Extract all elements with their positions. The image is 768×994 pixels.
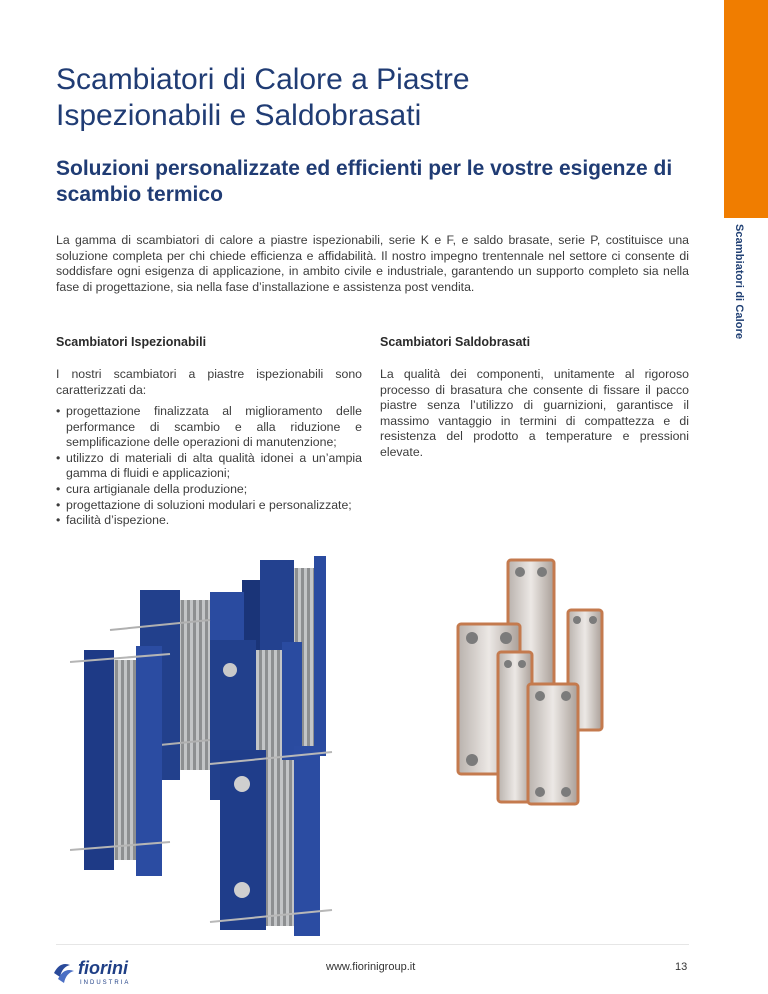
left-column-lead: I nostri scambiatori a piastre ispezionabili sono caratterizzati da: [56, 367, 362, 397]
page-title-line-2: Ispezionabili e Saldobrasati [56, 99, 422, 132]
left-column-heading: Scambiatori Ispezionabili [56, 335, 207, 349]
page-subtitle [56, 156, 696, 208]
fiorini-logo [52, 953, 162, 987]
list-item: • progettazione di soluzioni modulari e personalizzate; [56, 497, 352, 512]
right-column-text: La qualità dei componenti, unitamente al rigoroso processo di brasatura che consente di fissare il pacco piastre senza l’utilizzo di guarnizioni, garantisce il massimo vantaggio in termini di compattezza e di resistenza del prodotto a temperature e pressioni elevate. [380, 367, 689, 459]
page-subtitle-line-1: Soluzioni personalizzate ed efficienti per le vostre esigenze di [56, 157, 673, 180]
features-list [56, 404, 362, 529]
side-tab-label: Scambiatori di Calore [733, 224, 745, 340]
page-number: 13 [675, 961, 688, 973]
right-column-heading: Scambiatori Saldobrasati [380, 335, 531, 349]
page-title-line-1: Scambiatori di Calore a Piastre [56, 63, 470, 96]
logo-word: fiorini [78, 958, 128, 978]
list-item: • facilità d’ispezione. [56, 513, 170, 528]
list-item: • utilizzo di materiali di alta qualità idonei a un’ampia gamma di fluidi e applicazioni; [56, 450, 362, 481]
list-item: • cura artigianale della produzione; [56, 481, 248, 496]
gasketed-heat-exchangers-image [70, 550, 340, 940]
list-item: • progettazione finalizzata al miglioramento delle performance di scambio e alla riduzione e semplificazione delle operazioni di manutenzione; [56, 404, 362, 450]
footer-url[interactable]: www.fiorinigroup.it [326, 961, 416, 973]
page-title [56, 62, 676, 134]
intro-paragraph: La gamma di scambiatori di calore a piastre ispezionabili, serie K e F, e saldo brasate, serie P, costituisce una soluzione completa per chi chiede efficienza e affidabilità. Il nostro impegno trentennale nel settore ci consente di soddisfare ogni esigenza di applicazione, in ambito civile e industriale, garantendo un supporto completo sia nella fase di progettazione, sia nella fase d’installazione e assistenza post vendita. [56, 233, 689, 294]
brazed-heat-exchangers-image [450, 558, 610, 808]
page-subtitle-line-2: scambio termico [56, 183, 223, 206]
logo-subtitle: INDUSTRIA [80, 980, 131, 986]
footer-divider [56, 944, 689, 945]
